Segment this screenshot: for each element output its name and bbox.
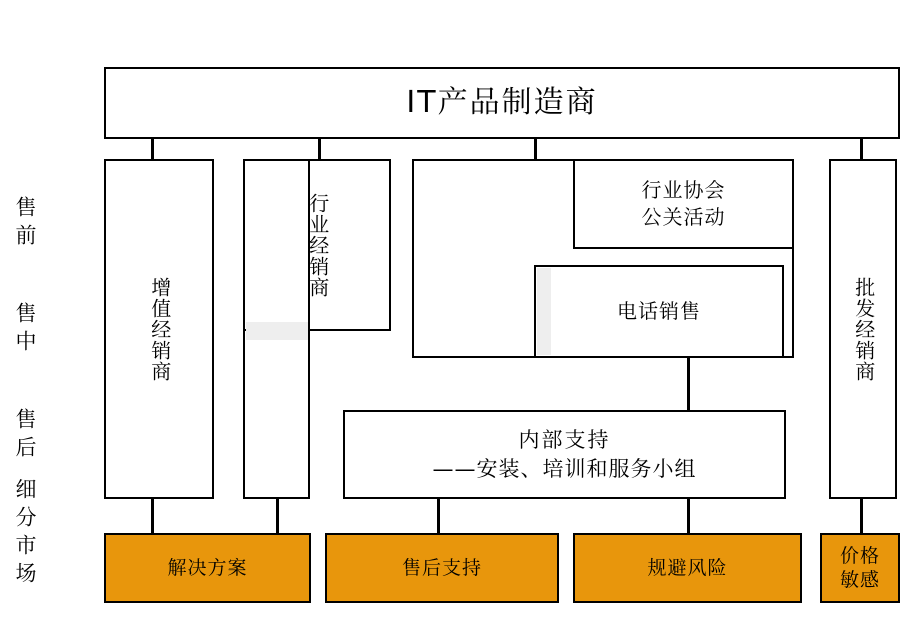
connector-support-to-aftersales: [437, 499, 440, 533]
connector-center-to-support: [687, 358, 690, 410]
manufacturer-title-box: IT产品制造商: [104, 67, 900, 139]
internal-support-line2: ——安装、培训和服务小组: [432, 456, 697, 481]
connector-vad-to-solution: [151, 499, 154, 533]
association-box: [573, 159, 794, 249]
connector-title-to-industry: [318, 139, 321, 159]
telesales-box: 电话销售: [534, 265, 784, 358]
segment-price-line2: 敏感: [839, 569, 880, 591]
axis-label-insale: 售中: [13, 302, 37, 358]
segment-after-sales-box: 售后支持: [325, 533, 559, 603]
internal-support-box: [343, 410, 786, 499]
axis-label-segment: 细分市场: [13, 478, 37, 590]
association-line2: 公关活动: [641, 204, 726, 229]
connector-title-to-vad: [151, 139, 154, 159]
connector-title-to-wholesale: [860, 139, 863, 159]
connector-industry-to-aftersales: [276, 499, 279, 533]
overlap-gap-center: [537, 268, 551, 355]
channel-wholesale-box: 批发经销商: [829, 159, 897, 499]
axis-label-aftersale: 售后: [13, 408, 37, 464]
connector-support-to-risk: [687, 499, 690, 533]
axis-label-presale: 售前: [13, 196, 37, 252]
association-line1: 行业协会: [641, 177, 726, 202]
connector-wholesale-to-price: [860, 499, 863, 533]
segment-price-line1: 价格: [839, 544, 880, 567]
overlap-gap-left: [246, 322, 308, 340]
channel-vad-box: 增值经销商: [104, 159, 214, 499]
internal-support-line1: 内部支持: [518, 427, 611, 452]
segment-price-box: [820, 533, 900, 603]
segment-risk-box: 规避风险: [573, 533, 802, 603]
connector-title-to-center: [534, 139, 537, 159]
channel-industry-box: 行业经销商: [243, 159, 391, 331]
segment-solution-box: 解决方案: [104, 533, 311, 603]
